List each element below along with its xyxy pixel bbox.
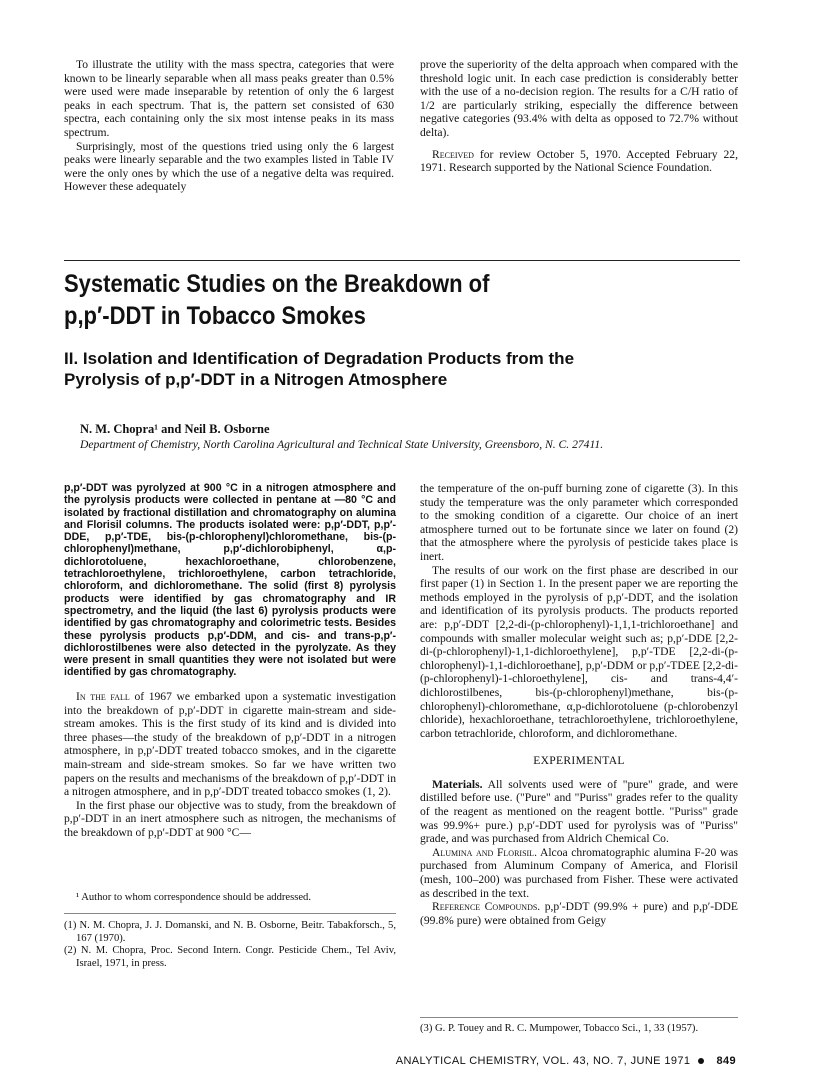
subtitle-line: Pyrolysis of p,p′-DDT in a Nitrogen Atmosphere: [64, 370, 448, 389]
prev-article-paragraph: prove the superiority of the delta approach when compared with the threshold logic unit. In each case prediction is considerably better with the use of a no-decision region. The results for a C/H ratio of 1/2 are particularly striking, especially the difference between negative categories (93.4% with delta as opposed to 72.7% without delta).: [420, 58, 738, 139]
right-column: [420, 482, 738, 927]
subtitle-line: II. Isolation and Identification of Degradation Products from the: [64, 349, 575, 368]
section-heading: EXPERIMENTAL: [533, 754, 625, 768]
footer-journal: ANALYTICAL CHEMISTRY, VOL. 43, NO. 7, JUNE 1971: [395, 1055, 691, 1067]
reference-item: (1) N. M. Chopra, J. J. Domanski, and N. B. Osborne, Beitr. Tabakforsch., 5, 167 (1970).: [64, 920, 396, 944]
reference-divider: [64, 913, 396, 914]
title-line: Systematic Studies on the Breakdown of: [64, 270, 490, 298]
reference-item: (3) G. P. Touey and R. C. Mumpower, Tobacco Sci., 1, 33 (1957).: [420, 1023, 699, 1034]
authors: N. M. Chopra¹ and Neil B. Osborne: [80, 422, 270, 436]
prev-article-left-column: [64, 58, 394, 194]
article-divider: [64, 260, 740, 261]
intro-paragraph: In the first phase our objective was to study, from the breakdown of p,p′-DDT in an inert atmosphere such as nitrogen, the mechanisms of the breakdown of p,p′-DDT at 900 °C—: [64, 798, 396, 839]
body-paragraph: The results of our work on the first phase are described in our first paper (1) in Section 1. In the present paper we are reporting the methods employed in the pyrolysis of p,p′-DDT, and the isolation and identification of its pyrolysis products. The products reported are: p,p′-DDT [2,2-di-(p-chlorophenyl)-1,1,1-trichloroethane] and compounds with smaller molecular weight such as; p,p′-DDE [2,2-di-(p-chlorophenyl)-1,1-dichloroethylene], p,p′-TDE [2,2-di-(p-chlorophenyl)-1,1-dichloroethane], p,p′-DDM or p,p′-TDEE [2,2-di-(p-chlorophenyl)-1-chloroethylene], cis- and trans-4,4′-dichlorostilbenes, bis-(p-chlorophenyl)methane, bis-(p-chlorophenyl)-chloromethane, α,p-dichlorotoluene (p-chlorobenzyl chloride), hexachloroethane, tetrachloroethylene, trichloroethylene, carbon tetrachloride, chloroform, and dichloromethane.: [420, 563, 738, 740]
references-left: [64, 920, 396, 970]
body-paragraph: the temperature of the on-puff burning zone of cigarette (3). In this study the temperature was the only parameter which corresponded to the smoking condition of a cigarette. Our choice of an inert atmosphere turned out to be fortunate since we later on found (2) that the atmosphere where the pyrolysis of pesticide takes place is inert.: [420, 482, 738, 563]
abstract: p,p′-DDT was pyrolyzed at 900 °C in a nitrogen atmosphere and the pyrolysis products were collected in pentane at —80 °C and isolated by fractional distillation and chromatography on alumina and Florisil columns. The products isolated were: p,p′-DDT, p,p′-DDE, p,p′-TDE, bis-(p-chlorophenyl)chloromethane, bis-(p-chlorophenyl)methane, p,p′-dichlorobiphenyl, α,p-dichlorotoluene, hexachloroethane, chlorobenzene, tetrachloroethylene, trichloroethylene, carbon tetrachloride, chloroform, and dichloromethane. The solid (first 8) pyrolysis products were identified by gas chromatography and IR spectrometry, and the liquid (the last 6) pyrolysis products were identified by gas chromatography and colorimetric tests. Besides these pyrolysis products p,p′-DDM, and cis- and trans-p,p′-dichlorostilbenes were also detected in the pyrolyzate. As they were present in small quantities they were not isolated but were identified by gas chromatography.: [64, 482, 396, 679]
received-note: [420, 148, 738, 175]
materials-text: All solvents used were of "pure" grade, and were distilled before use. ("Pure" and "Puriss" grades refer to the quality of the reagent as mentioned on the reagent bottle. "Puriss" grade was 99.9%+ pure.) p,p′-DDT used for pyrolysis was of "Puriss" grade, and was purchased from Aldrich Chemical Co.: [420, 777, 738, 846]
alumina-text: Alcoa chromatographic alumina F-20 was purchased from Aluminum Company of America, and Florisil (mesh, 100–200) was purchased from Fisher. These were activated as described in the text.: [420, 845, 738, 900]
materials-paragraph: [420, 778, 738, 846]
materials-label: Materials.: [432, 777, 483, 791]
affiliation: Department of Chemistry, North Carolina Agricultural and Technical State University, Greensboro, N. C. 27411.: [80, 438, 604, 451]
page-footer: [388, 1055, 736, 1067]
bullet-icon: [698, 1058, 704, 1064]
article-title: [64, 268, 557, 332]
received-label: Received: [432, 147, 474, 161]
title-line: p,p′-DDT in Tobacco Smokes: [64, 302, 366, 330]
intro-text: of 1967 we embarked upon a systematic investigation into the breakdown of p,p′-DDT in cigarette main-stream and side-stream amokes. This is the first study of its kind and is divided into three phases—the study of the breakdown of p,p′-DDT in a nitrogen atmosphere, in p,p′-DDT treated tobacco smokes, and in the cigarette main-stream and side-stream smokes. So far we have written two papers on the results and mechanisms of the breakdown of p,p′-DDT in a nitrogen atmosphere, and in p,p′-DDT treated tobacco smokes (1, 2).: [64, 690, 396, 799]
prev-article-paragraph: To illustrate the utility with the mass spectra, categories that were known to be linearly separable when all mass peaks greater than 0.5% were used were made inseparable by retention of only the 6 largest peaks in each spectrum. That is, the pattern set consisted of 630 spectra, each containing only the six most intense peaks in its mass spectrum.: [64, 58, 394, 139]
intro-lead: In the fall: [76, 690, 130, 703]
alumina-label: Alumina and Florisil.: [432, 845, 537, 859]
reference-compounds-text: p,p′-DDT (99.9% + pure) and p,p′-DDE (99.8% pure) were obtained from Geigy: [420, 900, 738, 927]
reference-compounds-paragraph: [420, 900, 738, 927]
author-footnote: ¹ Author to whom correspondence should be addressed.: [76, 892, 312, 903]
prev-article-paragraph: Surprisingly, most of the questions tried using only the 6 largest peaks were linearly separable and the two examples listed in Table IV were the only ones by which the use of a negative delta was required. However these adequately: [64, 139, 394, 194]
article-subtitle: [64, 348, 784, 390]
reference-divider: [420, 1017, 738, 1018]
intro-paragraph: [64, 690, 396, 799]
alumina-paragraph: [420, 846, 738, 900]
prev-article-right-column: [420, 58, 738, 175]
reference-compounds-label: Reference Compounds.: [432, 900, 541, 914]
reference-item: (2) N. M. Chopra, Proc. Second Intern. Congr. Pesticide Chem., Tel Aviv, Israel, 1971, in press.: [64, 945, 396, 969]
received-text: for review October 5, 1970. Accepted February 22, 1971. Research supported by the National Science Foundation.: [420, 147, 738, 175]
intro-column: [64, 690, 396, 840]
page-number: 849: [716, 1055, 736, 1067]
